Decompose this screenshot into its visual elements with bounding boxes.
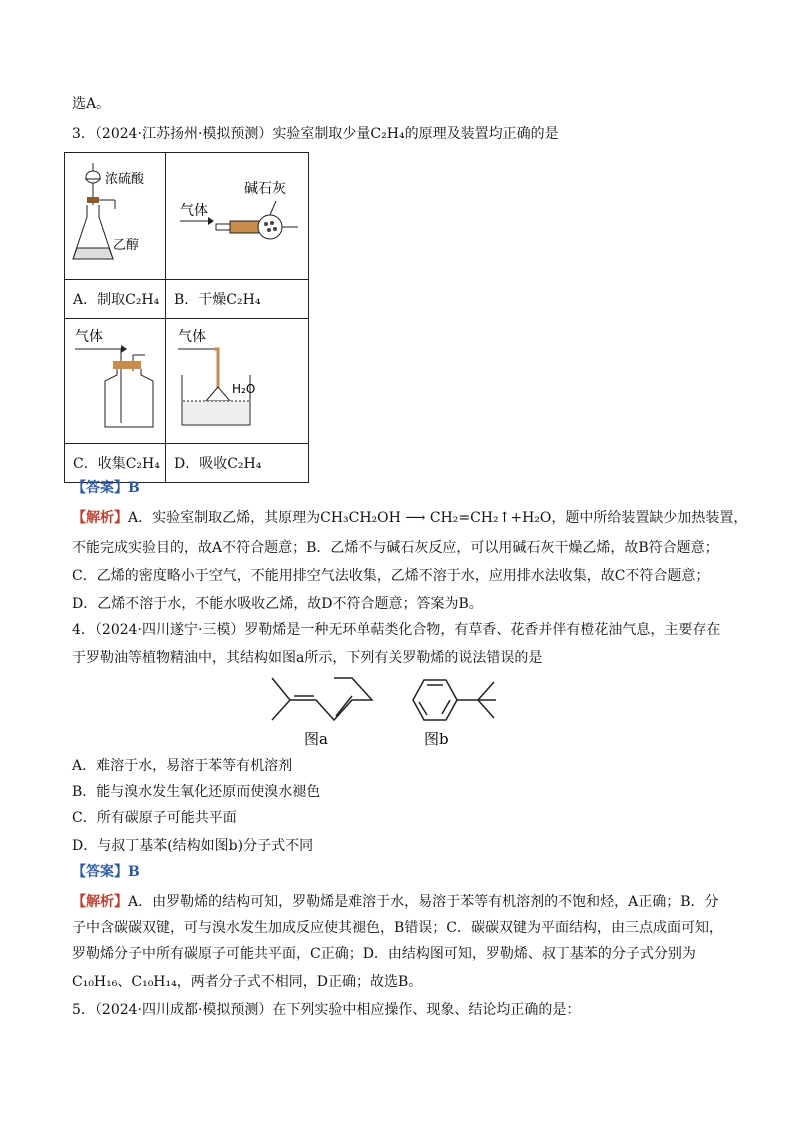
option-c: C．所有碳原子可能共平面 <box>72 810 237 826</box>
analysis-3-line-3: C．乙烯的密度略小于空气，不能用排空气法收集，乙烯不溶于水，应用排水法收集，故C不符合题意； <box>72 568 710 584</box>
option-b: B．能与溴水发生氧化还原而使溴水褪色 <box>72 784 321 800</box>
caption-d: D．吸收C₂H₄ <box>166 444 309 483</box>
absorb-beaker-icon <box>166 319 308 439</box>
apparatus-b-cell <box>166 153 309 280</box>
apparatus-d-cell <box>166 319 309 444</box>
apparatus-c-cell <box>65 319 166 444</box>
answer-3: 【答案】B <box>72 480 140 496</box>
apparatus-table <box>64 152 309 483</box>
label-water: H₂O <box>232 382 256 396</box>
analysis-tag: 【解析】 <box>72 894 128 910</box>
option-d: D．与叔丁基苯(结构如图b)分子式不同 <box>72 838 314 854</box>
caption-b: B．干燥C₂H₄ <box>166 280 309 319</box>
analysis-text: A．实验室制取乙烯，其原理为CH₃CH₂OH ⟶ CH₂=CH₂↑+H₂O，题中所给装置缺少加热装置， <box>128 510 748 526</box>
drying-tube-icon <box>166 153 308 275</box>
option-a: A．难溶于水，易溶于苯等有机溶剂 <box>72 758 293 774</box>
label-gas-c: 气体 <box>75 329 103 345</box>
question-3: 3．（2024·江苏扬州·模拟预测）实验室制取少量C₂H₄的原理及装置均正确的是 <box>72 126 559 142</box>
analysis-3-line-4: D．乙烯不溶于水，不能水吸收乙烯，故D不符合题意；答案为B。 <box>72 596 483 612</box>
analysis-4-line-3: 罗勒烯分子中所有碳原子可能共平面，C正确；D．由结构图可知，罗勒烯、叔丁基苯的分子式分别为 <box>72 946 696 962</box>
label-gas-d: 气体 <box>178 329 206 345</box>
ocimene-structure-icon <box>272 678 372 720</box>
analysis-3-line-2: 不能完成实验目的，故A不符合题意；B．乙烯不与碱石灰反应，可以用碱石灰干燥乙烯，故B符合题意； <box>72 540 719 556</box>
analysis-4-line-4: C₁₀H₁₆、C₁₀H₁₄，两者分子式不相同，D正确；故选B。 <box>72 974 423 990</box>
caption-a: A．制取C₂H₄ <box>65 280 166 319</box>
gas-bottle-icon <box>65 319 165 439</box>
label-ethanol: 乙醇 <box>113 238 140 253</box>
answer-4: 【答案】B <box>72 864 140 880</box>
analysis-tag: 【解析】 <box>72 510 128 526</box>
label-acid: 浓硫酸 <box>105 172 145 187</box>
apparatus-a-cell <box>65 153 166 280</box>
label-soda-lime: 碱石灰 <box>244 181 286 197</box>
analysis-4-line-2: 子中含碳碳双键，可与溴水发生加成反应使其褪色，B错误；C．碳碳双键为平面结构，由三点成面可知， <box>72 920 723 936</box>
figure-b-label: 图b <box>424 730 449 748</box>
analysis-text: A．由罗勒烯的结构可知，罗勒烯是难溶于水，易溶于苯等有机溶剂的不饱和烃，A正确；B．分 <box>128 894 719 910</box>
figure-a-label: 图a <box>304 730 328 748</box>
analysis-3-line-1 <box>72 508 747 528</box>
question-4-line-1: 4．（2024·四川遂宁·三模）罗勒烯是一种无环单萜类化合物，有草香、花香并伴有橙花油气息，主要存在 <box>72 622 721 638</box>
flask-apparatus-icon <box>65 153 165 275</box>
analysis-4-line-1 <box>72 892 719 912</box>
structure-figures <box>264 672 524 752</box>
question-4-line-2: 于罗勒油等植物精油中，其结构如图a所示，下列有关罗勒烯的说法错误的是 <box>72 650 543 666</box>
label-gas-b: 气体 <box>180 203 208 219</box>
caption-c: C．收集C₂H₄ <box>65 444 166 483</box>
question-5: 5．（2024·四川成都·模拟预测）在下列实验中相应操作、现象、结论均正确的是： <box>72 1002 581 1018</box>
text-line: 选A。 <box>72 96 111 112</box>
tert-butylbenzene-structure-icon <box>413 680 496 720</box>
